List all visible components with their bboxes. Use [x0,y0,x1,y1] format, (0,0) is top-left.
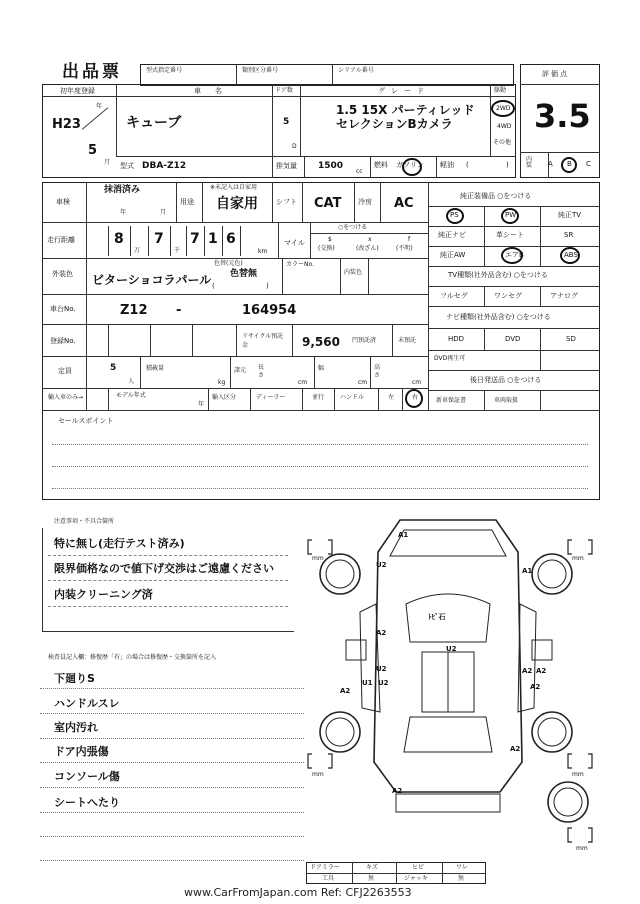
navi-sd: SD [566,335,576,343]
mile-dollar: $ [328,236,332,243]
drive-4wd: 4WD [497,123,512,130]
recycle-value: 9,560 [302,335,340,349]
equip-pw: PW [505,211,517,219]
mark-u1: U1 [362,679,373,687]
legend-jack-none: 無 [458,875,465,882]
dims-label: 諸元 [234,367,247,374]
interior-b-circle-icon [561,157,577,173]
km-label: km [258,248,268,255]
equip-abs: ABS [564,251,578,259]
dealer-label: ディーラー [256,394,286,401]
left-label: 左 [388,394,395,401]
equip-tv: 純正TV [558,211,582,219]
mark-u2-left-2: U2 [376,665,387,673]
chassis-dash: - [176,303,182,318]
aftermarket-title: 後日発送品 ○をつける [470,376,542,384]
footer-source: www.CarFromJapan.com Ref: CFJ2263553 [184,886,412,899]
man-label: 万 [134,247,141,254]
navi-hdd: HDD [448,335,465,343]
usage-label: 用途 [180,198,194,206]
first-reg-era: H23 [52,117,81,132]
note-line-2: 限界価格なので値下げ交渉はご遠慮ください [54,562,274,575]
repaint-paren-close: ) [266,282,269,290]
paren-close: ) [506,161,509,169]
mark-u2-center: U2 [446,645,457,653]
insp-year-label: 年 [120,209,127,216]
mark-a2-right-1: A2 [522,667,533,675]
import-label: 輸入車のみ→ [48,394,84,401]
form-title: 出品票 [62,62,122,82]
diesel-label: 軽油 [440,161,454,169]
length-label: 長さ [258,364,265,379]
navi-title: ナビ種類(社外品含む) ○をつける [446,313,551,321]
score-value: 3.5 [534,97,591,135]
dvd-label: DVD再生可 [434,355,466,362]
inspector-line-5: コンソール傷 [54,770,120,783]
tv-title: TV種類(社外品含む) ○をつける [448,271,548,279]
status-value: 抹消済み [104,185,141,195]
year-suffix: 年 [96,103,103,110]
model-year-suffix: 年 [198,401,205,408]
navi-dvd: DVD [505,335,521,343]
inspector-line-2: ハンドルスレ [54,697,120,710]
status-label: 車検 [56,198,70,206]
fuel-value: ガソリン [396,161,424,169]
cm-unit-1: cm [298,379,308,386]
class-label: 類別区分番号 [242,67,279,74]
grade-value: 1.5 15X パーティレッドセレクションBカメラ [336,103,475,131]
interior-a: A [548,160,553,168]
mile-unknown: (不明) [396,245,413,252]
legend-crack: ヒビ [412,864,425,871]
capacity-label: 定員 [58,367,72,375]
equip-ps-circle-icon [446,208,464,224]
recycle-label: リサイクル預託金 [242,333,284,349]
tv-oneseg: ワンセグ [494,292,522,300]
first-reg-month: 5 [88,143,98,158]
mark-a2-rear-right: A2 [510,745,521,753]
mark-a1-front: A1 [398,531,409,539]
fuel-label: 燃料 [374,161,388,169]
drive-other: その他 [493,139,512,146]
mark-a2-rear-left: A2 [340,687,351,695]
width-label: 幅 [318,365,325,372]
inspector-line-4: ドア内張傷 [54,745,109,758]
mm-spare: mm [576,845,588,852]
legend-tool: 工具 [322,875,335,882]
equip-airbag-circle-icon [501,247,523,264]
equip-abs-circle-icon [560,247,580,264]
shift-label: シフト [276,198,297,206]
paren-open: ( [466,161,469,169]
mark-u2-front-left: U2 [376,561,387,569]
mileage-digit-3: 7 [190,231,200,247]
displacement-value: 1500 [318,161,344,171]
mm-front-right: mm [572,555,584,562]
import-class-label: 輸入区分 [212,394,237,401]
grade-label: グレード [378,87,430,95]
fuel-circle-icon [402,158,422,176]
car-diagram [300,512,610,857]
repaint-value: 色替無 [230,269,258,279]
interior-c: C [586,160,591,168]
mark-a2-right-2: A2 [536,667,547,675]
load-label: 積載量 [146,365,165,372]
warranty-label: 新車保証書 [436,397,467,404]
caution-label: 注意事項・不具合箇所 [54,518,115,525]
drive-label: 駆動 [494,87,507,94]
equip-ps: PS [450,211,459,219]
legend-break: ワレ [456,864,469,871]
doors-value: 5 [283,117,290,127]
header-strip [140,64,514,86]
parallel-label: 並行 [312,394,325,401]
drive-2wd: 2WD [496,105,511,112]
mileage-label: 走行距離 [47,236,75,244]
recycle-unpaid: 未預託 [398,337,417,344]
mile-x: x [368,236,372,243]
handle-label: ハンドル [340,394,365,401]
equip-aw: 純正AW [440,251,466,259]
capacity-value: 5 [110,363,117,373]
model-year-label: モデル年式 [116,392,146,399]
first-reg-label: 初年度登録 [60,87,95,95]
mark-u2-left-3: U2 [378,679,389,687]
mark-a2-right-3: A2 [530,683,541,691]
chassis-label: 車台No. [50,305,76,313]
cm-unit-2: cm [358,379,368,386]
car-name: キューブ [126,115,182,131]
circle-note: ○をつける [338,224,368,231]
reg-no-label: 登録No. [50,337,76,345]
score-label: 評価点 [542,70,569,78]
shift-value: CAT [314,196,342,211]
mark-chip: ﾄﾋﾞ石 [428,613,446,621]
sen-label: 千 [174,247,181,254]
name-label: 車名 [194,87,236,95]
chassis-number: 164954 [242,303,297,318]
right-circle-icon [405,389,423,408]
inspector-line-1: 下廻りS [54,672,95,685]
usage-value: 自家用 [216,196,258,212]
tv-fullseg: フルセグ [440,292,468,300]
legend-scratch: キズ [366,864,378,871]
doors-sub: D [292,143,297,150]
mile-tamper: (改ざん) [356,245,379,252]
inspector-line-3: 室内汚れ [54,721,98,734]
mark-a1-front-right: A1 [522,567,533,575]
displacement-label: 排気量 [276,162,297,170]
mile-exchange: (交換) [318,245,335,252]
repaint-paren-open: ( [212,282,215,290]
int-color-label: 内装色 [344,269,363,276]
tv-analog: アナログ [550,292,578,300]
model-label: 型式 [120,162,134,170]
mm-front-left: mm [312,555,324,562]
equip-sr: SR [564,231,574,239]
ac-label: 冷房 [358,198,372,206]
height-label: 高さ [374,364,381,379]
mark-a2-left: A2 [376,629,387,637]
note-line-3: 内装クリーニング済 [54,588,153,601]
ac-value: AC [394,196,414,211]
usage-note: ※未記入は自家用 [210,184,258,191]
manual-label: 車両取扱 [494,397,519,404]
mm-rear-left: mm [312,771,324,778]
interior-b: B [567,160,572,168]
inspector-label: 検査員記入欄：修復歴「有」の場合は修復歴・交換箇所を記入 [48,654,217,661]
mileage-digit-4: 1 [208,231,218,247]
mile-label: マイル [284,239,305,247]
right-label: 右 [412,394,419,401]
mileage-digit-5: 6 [226,231,236,247]
legend-mirror: ドアミラー [310,864,340,871]
cm-unit-3: cm [412,379,422,386]
insp-month-label: 月 [160,209,167,216]
sales-point-label: セールスポイント [58,417,114,425]
mileage-digit-1: 8 [114,231,124,247]
color-no-label: カラーNo. [286,261,314,268]
legend-tool-none: 無 [368,875,375,882]
repaint-label: 色替(元色) [214,260,243,267]
drive-2wd-circle-icon [491,100,515,117]
model-value: DBA-Z12 [142,161,187,171]
ext-color-value: ビターショコラパール [92,273,212,287]
inspector-line-6: シートへたり [54,796,120,809]
equip-pw-circle-icon [501,208,519,224]
person-unit: 人 [128,378,135,385]
chassis-prefix: Z12 [120,303,148,318]
interior-label: 内装 [526,156,533,169]
note-line-1: 特に無し(走行テスト済み) [54,537,185,550]
ext-color-label: 外装色 [52,270,73,278]
equipment-title: 純正装備品 ○をつける [460,192,532,200]
recycle-paid: 円預託済 [352,337,377,344]
equip-airbag: エアB [505,251,524,259]
serial-label: シリアル番号 [338,67,374,74]
model-cert-label: 型式指定番号 [146,67,183,74]
equip-navi: 純正ナビ [438,231,466,239]
cc-unit: cc [356,168,363,175]
mileage-digit-2: 7 [154,231,164,247]
mark-a2-bumper: A2 [392,787,403,795]
month-suffix: 月 [104,159,111,166]
mile-f: f [408,236,411,243]
mm-rear-right: mm [572,771,584,778]
kg-unit: kg [218,379,226,386]
doors-label: ドア数 [275,87,293,94]
legend-jack: ジャッキ [404,875,428,882]
equip-leather: 革シート [496,231,524,239]
